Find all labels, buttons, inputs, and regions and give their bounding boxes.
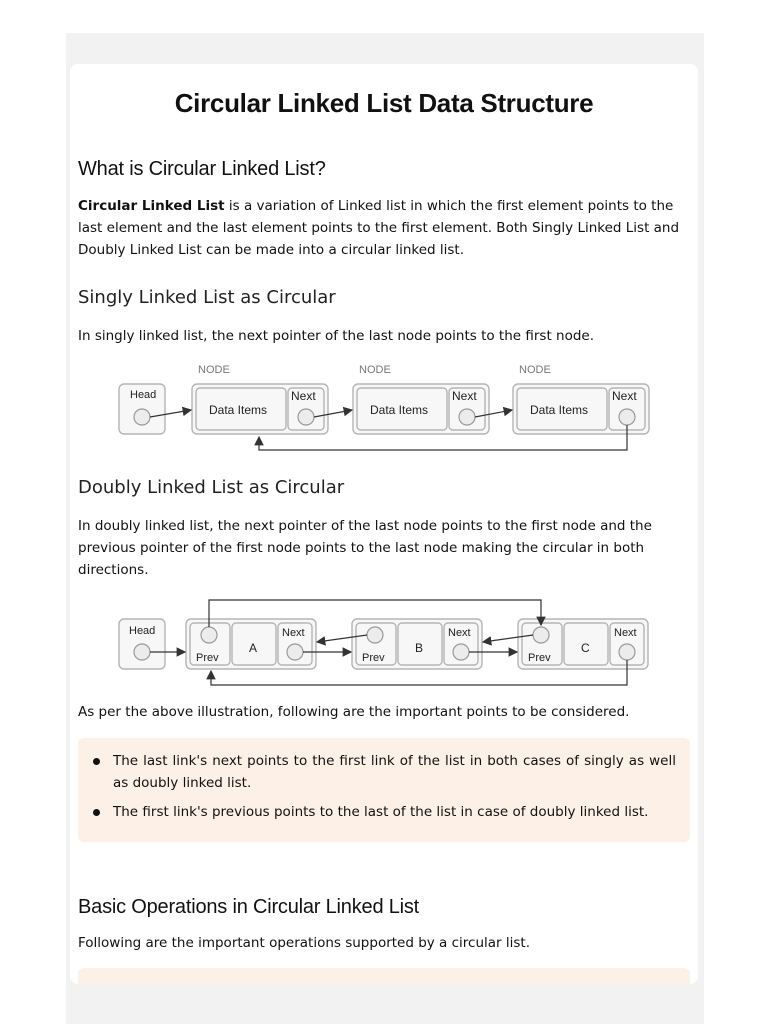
next-label-c: Next: [614, 627, 637, 639]
next-label-1: Next: [291, 389, 316, 403]
paragraph-operations: Following are the important operations supported by a circular list.: [78, 935, 531, 951]
article-card: [70, 64, 698, 984]
doubly-head-label: Head: [129, 625, 156, 637]
singly-circular-diagram: [70, 356, 698, 452]
paragraph-definition: [78, 195, 690, 261]
head-label: Head: [130, 389, 157, 401]
heading-singly-circular: Singly Linked List as Circular: [78, 287, 336, 308]
node-label-1: NODE: [198, 364, 230, 376]
page-title: Circular Linked List Data Structure: [174, 88, 594, 118]
paragraph-illustration-intro: As per the above illustration, following are the important points to be considered.: [78, 704, 630, 720]
data-items-label-2: Data Items: [370, 403, 429, 417]
data-items-label-3: Data Items: [530, 403, 589, 417]
definition-text: is a variation of Linked list in which the first element points to the last element and the last element points to the first element. Both Singly Linked List and Doubly Linked List can be made into a circular linked list.: [78, 198, 680, 258]
next-label-b: Next: [448, 627, 471, 639]
prev-label-a: Prev: [196, 652, 219, 664]
list-item: The last link's next points to the first link of the list in both cases of singly as well as doubly linked list.: [113, 750, 676, 794]
next-label-a: Next: [282, 627, 305, 639]
paragraph-singly: In singly linked list, the next pointer of the last node points to the first node.: [78, 328, 595, 344]
node-a-label: A: [249, 641, 258, 655]
node-b-label: B: [415, 641, 424, 655]
node-c-label: C: [581, 641, 590, 655]
bold-term: Circular Linked List: [78, 198, 225, 214]
important-points-box: [78, 738, 690, 842]
list-item: The first link's previous points to the last of the list in case of doubly linked list.: [113, 801, 676, 823]
prev-label-b: Prev: [362, 652, 385, 664]
data-items-label-1: Data Items: [209, 403, 268, 417]
node-label-3: NODE: [519, 364, 551, 376]
heading-doubly-circular: Doubly Linked List as Circular: [78, 477, 345, 498]
doubly-circular-diagram: [70, 594, 698, 694]
paragraph-doubly: In doubly linked list, the next pointer of the last node points to the first node and the previous pointer of the first node points to the last node making the circular in both directions.: [78, 518, 652, 578]
heading-what-is: What is Circular Linked List?: [78, 158, 326, 180]
important-points-list: [78, 738, 690, 842]
next-label-3: Next: [612, 389, 637, 403]
heading-basic-operations: Basic Operations in Circular Linked List: [78, 896, 420, 918]
prev-label-c: Prev: [528, 652, 551, 664]
next-label-2: Next: [452, 389, 477, 403]
node-label-2: NODE: [359, 364, 391, 376]
operations-box: [78, 968, 690, 984]
